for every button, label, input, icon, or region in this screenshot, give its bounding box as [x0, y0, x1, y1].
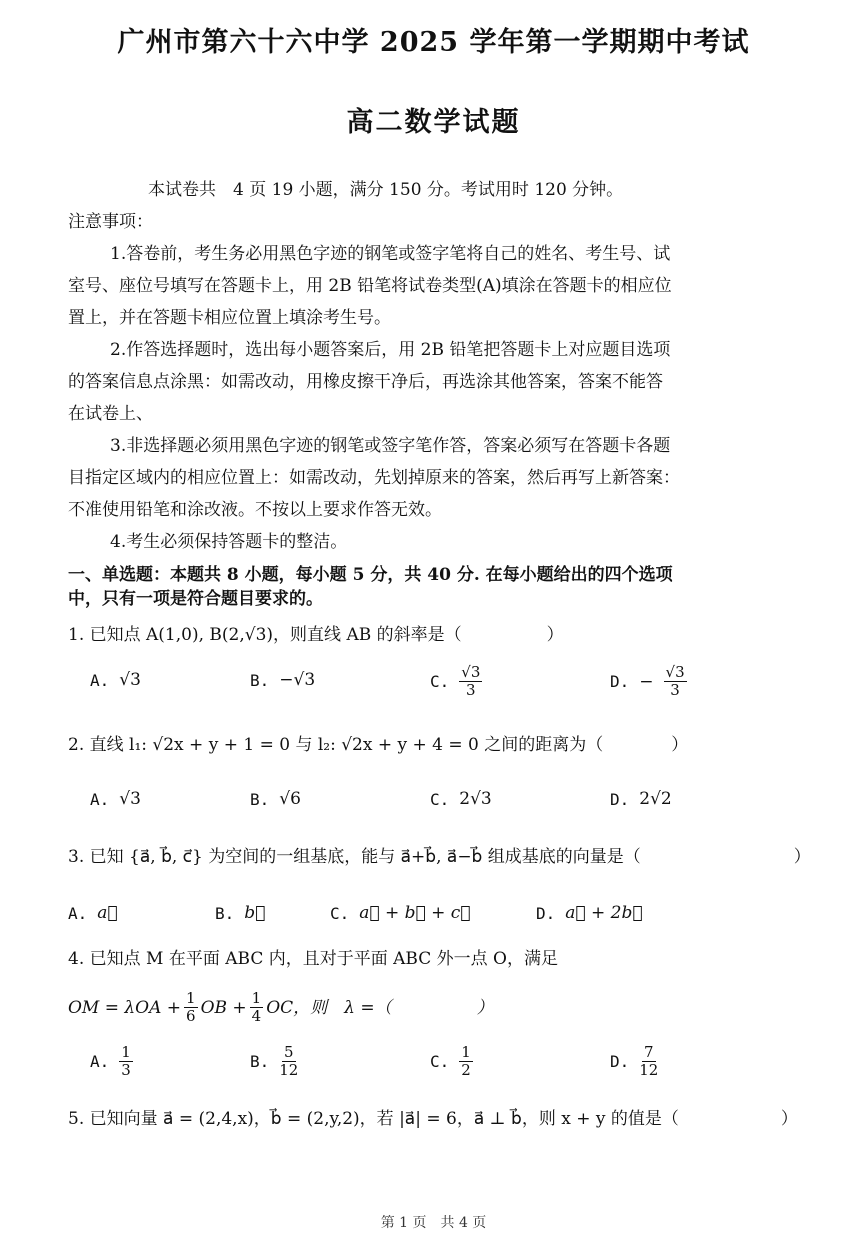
- notice-line: 的答案信息点涂黑：如需改动，用橡皮擦干净后，再选涂其他答案，答案不能答: [68, 372, 663, 392]
- option-d[interactable]: D. 2√2: [610, 789, 672, 809]
- notice-line: 1.答卷前，考生务必用黑色字迹的钢笔或签字笔将自己的姓名、考生号、试: [110, 244, 671, 264]
- option-c[interactable]: C. $\frac{1}{2}$: [430, 1043, 471, 1079]
- fraction: $\frac{7}{12}$: [639, 1043, 659, 1079]
- question-1-stem: 1. 已知点 A(1,0), B(2,√3)，则直线 AB 的斜率是（ ）: [68, 625, 564, 645]
- fraction: $\frac{√3}{3}$: [665, 663, 685, 699]
- exam-subtitle: 高二数学试题: [346, 107, 521, 138]
- question-5-stem: 5. 已知向量 a⃗ = (2,4,x)，b⃗ = (2,y,2)，若 |a⃗| = 6，a⃗ ⊥ b⃗，则 x + y 的值是（ ）: [68, 1109, 798, 1129]
- question-2-options: [90, 789, 830, 829]
- notice-line: 2.作答选择题时，选出每小题答案后，用 2B 铅笔把答题卡上对应题目选项: [110, 340, 671, 360]
- option-a[interactable]: A. √3: [90, 670, 141, 690]
- question-4-equation: OM = λOA + $\frac{1}{6}$ OB + $\frac{1}{4}$ OC，则 λ =（ ）: [68, 989, 494, 1025]
- fraction: $\frac{√3}{3}$: [461, 663, 481, 699]
- notice-line: 置上，并在答题卡相应位置上填涂考生号。: [68, 308, 391, 328]
- notice-line: 目指定区域内的相应位置上：如需改动，先划掉原来的答案，然后再写上新答案：: [68, 468, 680, 488]
- question-4-options: [90, 1044, 830, 1084]
- option-c[interactable]: C. $\frac{√3}{3}$: [430, 663, 481, 699]
- section-heading: 中，只有一项是符合题目要求的。: [68, 589, 323, 609]
- question-2-stem: 2. 直线 l₁: √2x + y + 1 = 0 与 l₂: √2x + y + 4 = 0 之间的距离为（ ）: [68, 735, 689, 755]
- option-d[interactable]: D. a⃗ + 2b⃗: [536, 903, 643, 923]
- question-1-options: [90, 663, 830, 710]
- exam-title: 广州市第六十六中学 2025 学年第一学期期中考试: [117, 27, 750, 58]
- question-4-stem: 4. 已知点 M 在平面 ABC 内，且对于平面 ABC 外一点 O，满足: [68, 949, 558, 969]
- question-3-stem: 3. 已知 {a⃗, b⃗, c⃗} 为空间的一组基底，能与 a⃗+b⃗, a⃗−b⃗ 组成基底的向量是（ ）: [68, 847, 811, 867]
- option-c[interactable]: C. 2√3: [430, 789, 492, 809]
- notice-line: 不准使用铅笔和涂改液。不按以上要求作答无效。: [68, 500, 442, 520]
- option-d[interactable]: D. $\frac{7}{12}$: [610, 1043, 659, 1079]
- option-d[interactable]: D. − $\frac{√3}{3}$: [610, 663, 685, 699]
- option-b[interactable]: B. √6: [250, 789, 301, 809]
- fraction: $\frac{1}{6}$: [186, 989, 196, 1025]
- notice-heading: 注意事项：: [68, 212, 153, 232]
- intro-text: 本试卷共 4 页 19 小题，满分 150 分。考试用时 120 分钟。: [148, 180, 624, 200]
- option-a[interactable]: A. $\frac{1}{3}$: [90, 1043, 131, 1079]
- fraction: $\frac{1}{3}$: [121, 1043, 131, 1079]
- question-3-options: [68, 903, 808, 943]
- section-heading: 一、单选题：本题共 8 小题，每小题 5 分，共 40 分. 在每小题给出的四个选项: [68, 565, 673, 585]
- notice-line: 在试卷上、: [68, 404, 153, 424]
- option-c[interactable]: C. a⃗ + b⃗ + c⃗: [330, 903, 471, 923]
- fraction: $\frac{1}{4}$: [251, 989, 262, 1025]
- notice-line: 室号、座位号填写在答题卡上，用 2B 铅笔将试卷类型(A)填涂在答题卡的相应位: [68, 276, 672, 296]
- option-b[interactable]: B. $\frac{5}{12}$: [250, 1043, 299, 1079]
- option-b[interactable]: B. b⃗: [215, 903, 266, 923]
- option-a[interactable]: A. a⃗: [68, 903, 118, 923]
- page-footer: 第 1 页 共 4 页: [380, 1215, 487, 1231]
- option-a[interactable]: A. √3: [90, 789, 141, 809]
- fraction: $\frac{1}{2}$: [461, 1043, 471, 1079]
- option-b[interactable]: B. −√3: [250, 670, 316, 690]
- notice-line: 3.非选择题必须用黑色字迹的钢笔或签字笔作答，答案必须写在答题卡各题: [110, 436, 671, 456]
- notice-line: 4.考生必须保持答题卡的整洁。: [110, 532, 348, 552]
- fraction: $\frac{5}{12}$: [279, 1043, 299, 1079]
